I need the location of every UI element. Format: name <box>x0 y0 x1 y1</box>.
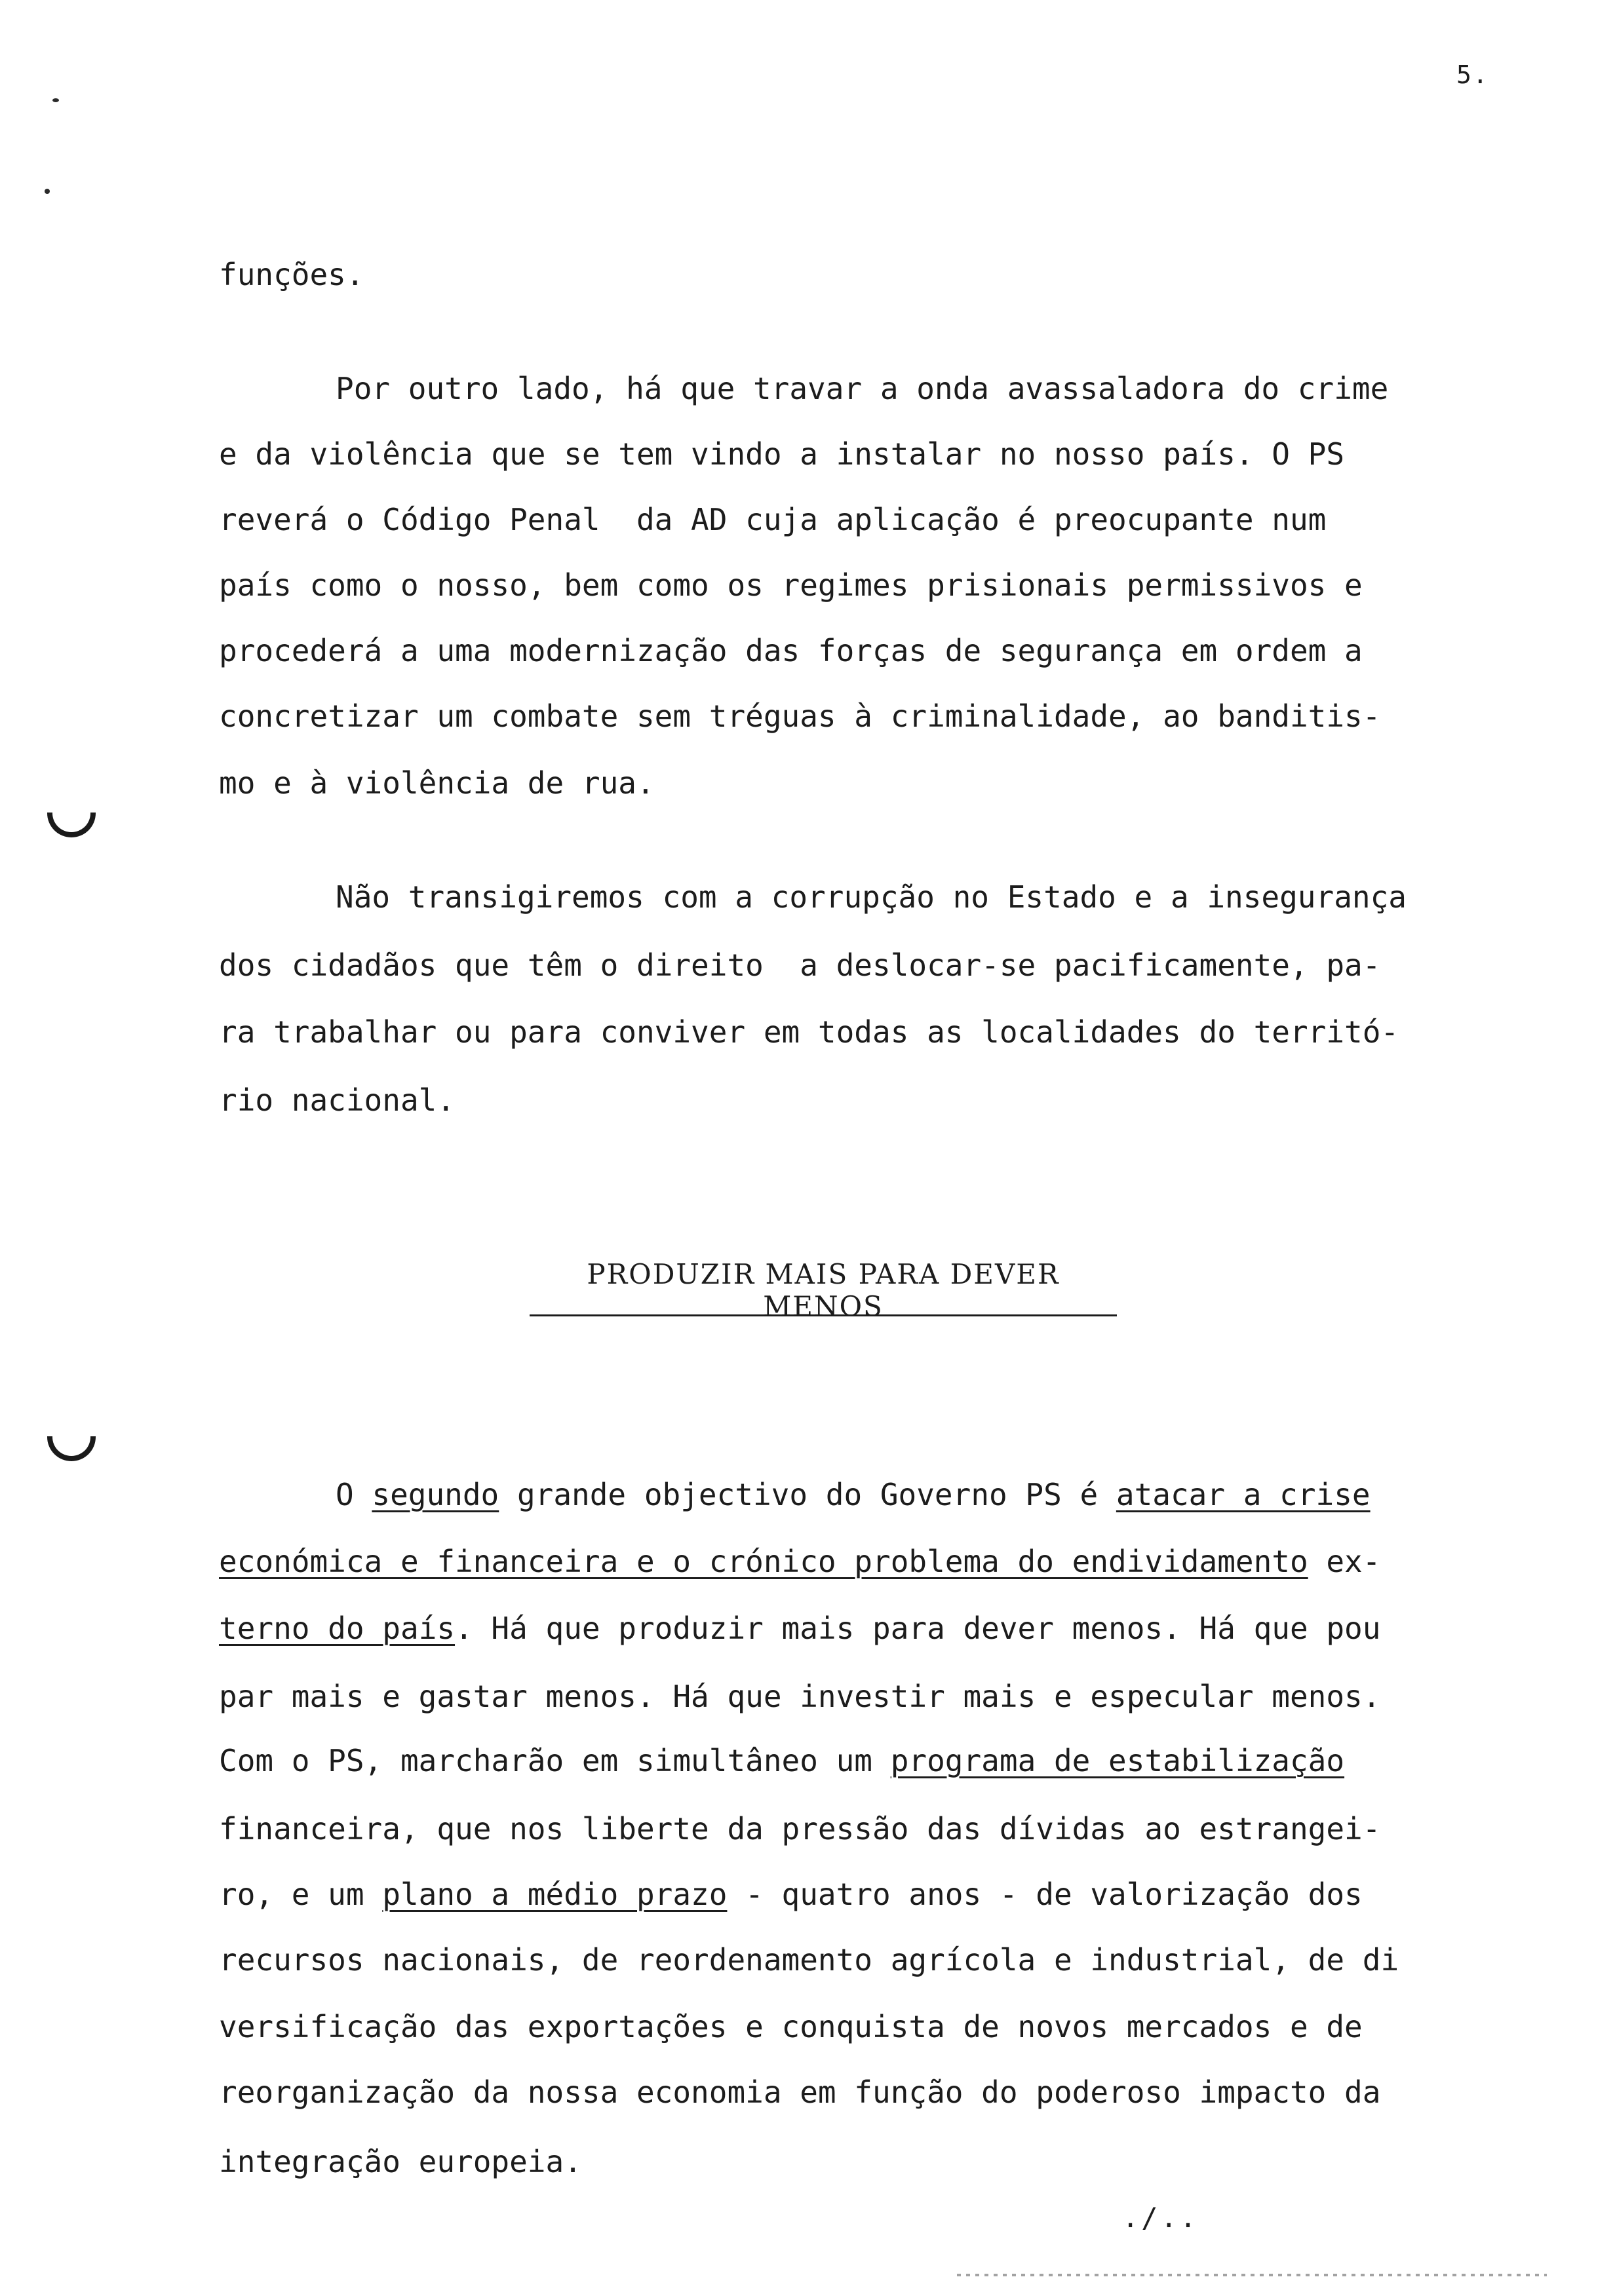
text-run: O <box>336 1477 372 1512</box>
heading-underline <box>530 1314 1117 1316</box>
text-line <box>219 1613 1380 1650</box>
text-line: recursos nacionais, de reordenamento agrícola e industrial, de di <box>219 1942 1399 1978</box>
text-run: Com o PS, marcharão em simultâneo um <box>219 1743 891 1778</box>
text-line: concretizar um combate sem tréguas à criminalidade, ao banditis- <box>219 698 1381 734</box>
text-line: Não transigiremos com a corrupção no Estado e a insegurança <box>336 879 1407 915</box>
text-line: reorganização da nossa economia em função do poderoso impacto da <box>219 2075 1381 2110</box>
underlined-run: terno do país <box>219 1611 456 1646</box>
text-line: rio nacional. <box>219 1082 456 1118</box>
scan-edge-noise <box>957 2274 1547 2276</box>
text-line: financeira, que nos liberte da pressão das dívidas ao estrangei- <box>219 1811 1381 1846</box>
binder-hole-mark <box>47 813 96 837</box>
underlined-run: plano a médio prazo <box>382 1877 728 1912</box>
underlined-run: programa de estabilização <box>890 1743 1345 1778</box>
text-line: país como o nosso, bem como os regimes prisionais permissivos e <box>219 567 1363 603</box>
scan-speck <box>45 189 50 194</box>
section-heading: PRODUZIR MAIS PARA DEVER MENOS <box>587 1258 1060 1322</box>
underlined-run: segundo <box>372 1477 499 1512</box>
continuation-mark: ./.. <box>1122 2202 1199 2234</box>
text-line <box>336 1477 1371 1516</box>
text-line: reverá o Código Penal da AD cuja aplicação é preocupante num <box>219 502 1327 537</box>
text-line <box>219 1879 1363 1916</box>
text-line: dos cidadãos que têm o direito a deslocar-se pacificamente, pa- <box>219 947 1381 983</box>
text-line: funções. <box>219 257 364 292</box>
text-line: integração europeia. <box>219 2144 582 2179</box>
text-line: Por outro lado, há que travar a onda avassaladora do crime <box>336 371 1389 406</box>
underlined-run: atacar a crise <box>1116 1477 1371 1512</box>
text-line <box>219 1743 1345 1782</box>
text-line: par mais e gastar menos. Há que investir mais e especular menos. <box>219 1679 1381 1714</box>
underlined-run: económica e financeira e o crónico problema do endividamento <box>219 1544 1308 1579</box>
text-run: - quatro anos - de valorização dos <box>727 1877 1363 1912</box>
text-run: grande objectivo do Governo PS é <box>499 1477 1116 1512</box>
scan-speck <box>52 98 59 102</box>
text-run: ex- <box>1308 1544 1381 1579</box>
text-line: procederá a uma modernização das forças de segurança em ordem a <box>219 633 1363 668</box>
page-number: 5. <box>1456 60 1489 89</box>
text-line: mo e à violência de rua. <box>219 765 655 801</box>
text-line: ra trabalhar ou para conviver em todas as localidades do territó- <box>219 1014 1399 1050</box>
text-line: versificação das exportações e conquista de novos mercados e de <box>219 2009 1363 2044</box>
text-run: ro, e um <box>219 1877 383 1912</box>
binder-hole-mark <box>47 1436 96 1461</box>
text-run: . Há que produzir mais para dever menos. Há que pou <box>455 1611 1381 1646</box>
text-line <box>219 1546 1380 1583</box>
text-line: e da violência que se tem vindo a instalar no nosso país. O PS <box>219 436 1345 472</box>
